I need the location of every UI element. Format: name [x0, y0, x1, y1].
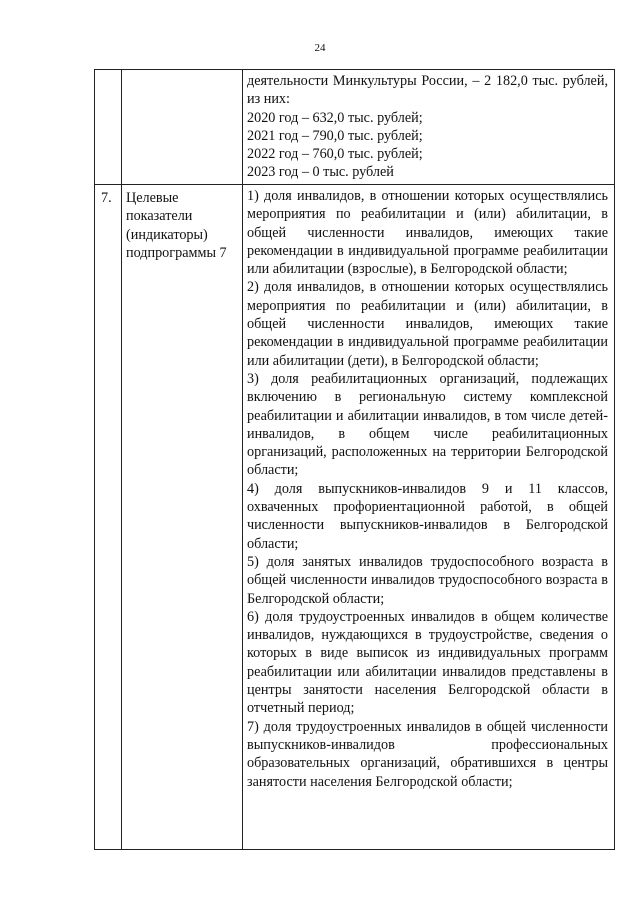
indicator-item: 5) доля занятых инвалидов трудоспособного возраста в общей численности инвалидов трудоспособного возраста в Белгородской области; — [247, 553, 608, 607]
row-number: 7. — [95, 185, 122, 850]
program-passport-table — [94, 69, 615, 850]
indicator-item: 7) доля трудоустроенных инвалидов в общей численности выпускников-инвалидов профессиональных образовательных организаций, обратившихся в центры занятости населения Белгородской области; — [247, 718, 608, 790]
indicator-item: 6) доля трудоустроенных инвалидов в общем количестве инвалидов, нуждающихся в трудоустройстве, сведения о которых в виде выписок из индивидуальных программ реабилитации или абилитации инвалидов представлены в центры занятости населения Белгородской области в отчетный период; — [247, 608, 608, 717]
row-number — [95, 70, 122, 185]
funding-year-2021: 2021 год – 790,0 тыс. рублей; — [247, 127, 423, 144]
indicator-item: 1) доля инвалидов, в отношении которых осуществлялись мероприятия по реабилитации и (или) абилитации, в общей численности инвалидов, имеющих такие рекомендации в индивидуальной программе реабилитации или абилитации (взрослые), в Белгородской области; — [247, 188, 608, 278]
table-row — [95, 70, 615, 185]
funding-year-2023: 2023 год – 0 тыс. рублей — [247, 164, 394, 181]
indicator-item: 3) доля реабилитационных организаций, подлежащих включению в региональную систему комплексной реабилитации и абилитации инвалидов, в том числе детей-инвалидов, в общем числе реабилитационных организаций, расположенных на территории Белгородской области; — [247, 370, 608, 479]
row-label: Целевые показатели (индикаторы) подпрограммы 7 — [122, 185, 243, 850]
funding-year-2022: 2022 год – 760,0 тыс. рублей; — [247, 146, 423, 163]
indicator-item: 4) доля выпускников-инвалидов 9 и 11 классов, охваченных профориентационной работой, в общей численности выпускников-инвалидов в Белгородской области; — [247, 480, 608, 552]
table-row — [95, 185, 615, 850]
indicator-item: 2) доля инвалидов, в отношении которых осуществлялись мероприятия по реабилитации и (или) абилитации, в общей численности инвалидов, имеющих такие рекомендации в индивидуальной программе реабилитации или абилитации (дети), в Белгородской области; — [247, 279, 608, 369]
page-number: 24 — [314, 42, 326, 54]
funding-text: деятельности Минкультуры России, – 2 182,0 тыс. рублей, из них: — [247, 73, 608, 108]
funding-year-2020: 2020 год – 632,0 тыс. рублей; — [247, 109, 423, 126]
indicators-list — [243, 185, 615, 850]
row-content — [243, 70, 615, 185]
row-label — [122, 70, 243, 185]
